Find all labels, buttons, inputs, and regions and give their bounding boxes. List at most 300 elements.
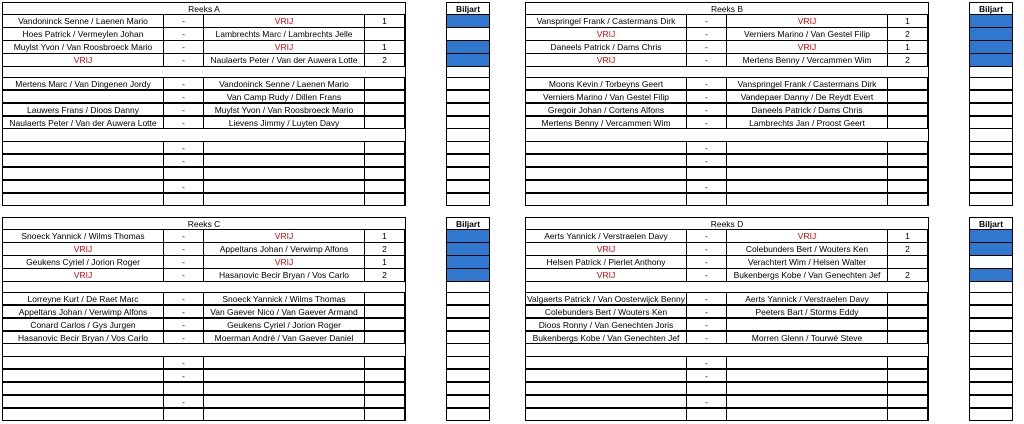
match-row bbox=[2, 318, 492, 331]
round-number bbox=[365, 90, 405, 103]
separator: - bbox=[687, 141, 726, 154]
biljart-cell[interactable] bbox=[969, 382, 1013, 395]
round-number: 1 bbox=[888, 15, 928, 28]
series-block bbox=[2, 2, 492, 209]
biljart-cell[interactable] bbox=[446, 54, 490, 67]
home-pair: Naulaerts Peter / Van der Auwera Lotte bbox=[2, 116, 164, 129]
match-row bbox=[2, 292, 492, 305]
home-pair bbox=[525, 180, 687, 193]
separator: - bbox=[687, 243, 726, 256]
biljart-cell[interactable] bbox=[446, 356, 490, 369]
separator: - bbox=[164, 103, 203, 116]
series-block bbox=[525, 217, 1015, 424]
round-number bbox=[365, 167, 405, 180]
home-pair bbox=[2, 154, 164, 167]
biljart-cell[interactable] bbox=[969, 243, 1013, 256]
home-pair: Hoes Patrick / Vermeylen Johan bbox=[2, 28, 164, 41]
frame-left bbox=[525, 230, 526, 421]
biljart-cell[interactable] bbox=[446, 41, 490, 54]
frame-bottom bbox=[525, 420, 929, 421]
home-pair: Geukens Cyriel / Jorion Roger bbox=[2, 256, 164, 269]
separator: - bbox=[687, 256, 726, 269]
series-title: Reeks C bbox=[2, 217, 406, 230]
biljart-cell[interactable] bbox=[969, 269, 1013, 282]
match-row bbox=[2, 256, 492, 269]
away-pair: VRIJ bbox=[203, 15, 365, 28]
match-row bbox=[2, 116, 492, 129]
round-number bbox=[888, 382, 928, 395]
separator: - bbox=[687, 77, 726, 90]
biljart-frame-right bbox=[1012, 15, 1013, 206]
home-pair bbox=[525, 395, 687, 408]
away-pair: Colebunders Bert / Wouters Ken bbox=[726, 243, 888, 256]
match-row bbox=[2, 54, 492, 67]
separator: - bbox=[687, 269, 726, 282]
separator: - bbox=[164, 331, 203, 344]
round-number: 2 bbox=[888, 243, 928, 256]
home-pair bbox=[2, 180, 164, 193]
round-number bbox=[365, 28, 405, 41]
separator: - bbox=[687, 292, 726, 305]
away-pair: Geukens Cyriel / Jorion Roger bbox=[203, 318, 365, 331]
home-pair: Moons Kevin / Torbeyns Geert bbox=[525, 77, 687, 90]
match-row bbox=[525, 15, 1015, 28]
biljart-cell[interactable] bbox=[446, 382, 490, 395]
series-title: Reeks B bbox=[525, 2, 929, 15]
separator: - bbox=[164, 54, 203, 67]
biljart-cell[interactable] bbox=[446, 395, 490, 408]
round-number: 2 bbox=[888, 28, 928, 41]
home-pair: VRIJ bbox=[2, 269, 164, 282]
home-pair: Mertens Benny / Vercammen Wim bbox=[525, 116, 687, 129]
biljart-cell[interactable] bbox=[446, 256, 490, 269]
biljart-header: Biljart bbox=[969, 2, 1013, 15]
away-pair: Vandepaer Danny / De Reydt Evert bbox=[726, 90, 888, 103]
biljart-cell[interactable] bbox=[969, 167, 1013, 180]
away-pair bbox=[726, 167, 888, 180]
round-number bbox=[888, 77, 928, 90]
away-pair bbox=[203, 382, 365, 395]
away-pair bbox=[203, 356, 365, 369]
away-pair bbox=[726, 356, 888, 369]
round-number: 1 bbox=[888, 230, 928, 243]
away-pair: Hasanovic Becir Bryan / Vos Carlo bbox=[203, 269, 365, 282]
separator: - bbox=[164, 230, 203, 243]
away-pair: VRIJ bbox=[203, 230, 365, 243]
round-number bbox=[365, 318, 405, 331]
away-pair: Daneels Patrick / Dams Chris bbox=[726, 103, 888, 116]
away-pair bbox=[203, 154, 365, 167]
home-pair: Lauwers Frans / Dioos Danny bbox=[2, 103, 164, 116]
frame-bottom bbox=[525, 205, 929, 206]
separator: - bbox=[687, 54, 726, 67]
frame-left bbox=[2, 15, 3, 206]
separator: - bbox=[164, 305, 203, 318]
biljart-cell[interactable] bbox=[446, 167, 490, 180]
round-number bbox=[888, 256, 928, 269]
biljart-cell[interactable] bbox=[969, 116, 1013, 129]
biljart-cell[interactable] bbox=[969, 141, 1013, 154]
biljart-frame-bottom bbox=[969, 205, 1013, 206]
home-pair: Aerts Yannick / Verstraelen Davy bbox=[525, 230, 687, 243]
separator: - bbox=[687, 28, 726, 41]
away-pair: Snoeck Yannick / Wilms Thomas bbox=[203, 292, 365, 305]
biljart-cell[interactable] bbox=[969, 305, 1013, 318]
round-number bbox=[888, 180, 928, 193]
round-number: 2 bbox=[365, 54, 405, 67]
home-pair: Mertens Marc / Van Dingenen Jordy bbox=[2, 77, 164, 90]
separator: - bbox=[687, 369, 726, 382]
separator: - bbox=[687, 180, 726, 193]
match-row bbox=[2, 15, 492, 28]
home-pair bbox=[2, 356, 164, 369]
biljart-cell[interactable] bbox=[446, 154, 490, 167]
empty-row bbox=[525, 167, 1015, 180]
home-pair bbox=[525, 356, 687, 369]
biljart-cell[interactable] bbox=[969, 256, 1013, 269]
home-pair bbox=[2, 382, 164, 395]
away-pair: Verachtert Wim / Helsen Walter bbox=[726, 256, 888, 269]
away-pair bbox=[203, 167, 365, 180]
biljart-cell[interactable] bbox=[446, 77, 490, 90]
biljart-cell[interactable] bbox=[969, 180, 1013, 193]
separator: - bbox=[164, 395, 203, 408]
biljart-cell[interactable] bbox=[446, 28, 490, 41]
match-row bbox=[2, 28, 492, 41]
frame-bottom bbox=[2, 205, 406, 206]
match-row bbox=[525, 331, 1015, 344]
round-number bbox=[365, 292, 405, 305]
separator: - bbox=[687, 41, 726, 54]
home-pair: Snoeck Yannick / Wilms Thomas bbox=[2, 230, 164, 243]
home-pair bbox=[2, 167, 164, 180]
empty-row bbox=[525, 369, 1015, 382]
home-pair: Daneels Patrick / Dams Chris bbox=[525, 41, 687, 54]
series-block bbox=[2, 217, 492, 424]
round-number bbox=[888, 395, 928, 408]
match-row bbox=[2, 243, 492, 256]
away-pair: VRIJ bbox=[726, 15, 888, 28]
biljart-frame-bottom bbox=[446, 420, 490, 421]
round-number bbox=[365, 356, 405, 369]
away-pair: Vandoninck Senne / Laenen Mario bbox=[203, 77, 365, 90]
separator: - bbox=[687, 305, 726, 318]
round-number bbox=[888, 116, 928, 129]
round-number: 1 bbox=[365, 230, 405, 243]
round-number bbox=[365, 103, 405, 116]
home-pair: VRIJ bbox=[525, 243, 687, 256]
biljart-cell[interactable] bbox=[969, 103, 1013, 116]
frame-right bbox=[405, 230, 406, 421]
home-pair bbox=[2, 90, 164, 103]
away-pair: Appeltans Johan / Verwimp Alfons bbox=[203, 243, 365, 256]
biljart-cell[interactable] bbox=[446, 269, 490, 282]
home-pair bbox=[525, 167, 687, 180]
frame-left bbox=[2, 230, 3, 421]
home-pair bbox=[525, 141, 687, 154]
match-row bbox=[525, 256, 1015, 269]
round-number bbox=[888, 369, 928, 382]
empty-row bbox=[525, 382, 1015, 395]
away-pair: Van Gaever Nico / Van Gaever Armand bbox=[203, 305, 365, 318]
away-pair: Moerman André / Van Gaever Daniel bbox=[203, 331, 365, 344]
round-number bbox=[365, 305, 405, 318]
home-pair: Appeltans Johan / Verwimp Alfons bbox=[2, 305, 164, 318]
home-pair: Lorreyne Kurt / De Raet Marc bbox=[2, 292, 164, 305]
match-row bbox=[525, 305, 1015, 318]
round-number bbox=[888, 103, 928, 116]
biljart-cell[interactable] bbox=[969, 230, 1013, 243]
round-number bbox=[365, 369, 405, 382]
match-row bbox=[525, 230, 1015, 243]
home-pair: VRIJ bbox=[525, 269, 687, 282]
round-number bbox=[888, 167, 928, 180]
home-pair: Verniers Marino / Van Gestel Filip bbox=[525, 90, 687, 103]
empty-row bbox=[2, 167, 492, 180]
home-pair bbox=[525, 154, 687, 167]
separator: - bbox=[164, 292, 203, 305]
biljart-cell[interactable] bbox=[446, 369, 490, 382]
biljart-cell[interactable] bbox=[969, 154, 1013, 167]
away-pair bbox=[726, 141, 888, 154]
biljart-cell[interactable] bbox=[969, 41, 1013, 54]
home-pair bbox=[2, 141, 164, 154]
match-row bbox=[2, 41, 492, 54]
round-number bbox=[888, 141, 928, 154]
biljart-cell[interactable] bbox=[446, 116, 490, 129]
separator: - bbox=[164, 41, 203, 54]
home-pair bbox=[2, 369, 164, 382]
round-number: 2 bbox=[365, 269, 405, 282]
separator: - bbox=[687, 230, 726, 243]
biljart-cell[interactable] bbox=[969, 369, 1013, 382]
separator bbox=[687, 167, 726, 180]
frame-right bbox=[928, 15, 929, 206]
separator: - bbox=[687, 356, 726, 369]
separator: - bbox=[164, 141, 203, 154]
home-pair: VRIJ bbox=[2, 54, 164, 67]
match-row bbox=[525, 41, 1015, 54]
away-pair bbox=[203, 141, 365, 154]
biljart-cell[interactable] bbox=[446, 292, 490, 305]
biljart-cell[interactable] bbox=[446, 15, 490, 28]
separator: - bbox=[164, 28, 203, 41]
round-number: 1 bbox=[365, 256, 405, 269]
home-pair: Hasanovic Becir Bryan / Vos Carlo bbox=[2, 331, 164, 344]
home-pair: Colebunders Bert / Wouters Ken bbox=[525, 305, 687, 318]
biljart-cell[interactable] bbox=[969, 15, 1013, 28]
round-number: 2 bbox=[365, 243, 405, 256]
biljart-frame-left bbox=[969, 15, 970, 206]
biljart-header: Biljart bbox=[446, 2, 490, 15]
match-row bbox=[525, 292, 1015, 305]
away-pair bbox=[203, 180, 365, 193]
separator: - bbox=[687, 103, 726, 116]
match-row bbox=[2, 103, 492, 116]
separator bbox=[687, 382, 726, 395]
away-pair bbox=[726, 369, 888, 382]
home-pair: Conard Carlos / Gys Jurgen bbox=[2, 318, 164, 331]
away-pair: Peeters Bart / Storms Eddy bbox=[726, 305, 888, 318]
biljart-cell[interactable] bbox=[969, 318, 1013, 331]
separator: - bbox=[164, 356, 203, 369]
home-pair: Dioos Ronny / Van Genechten Joris bbox=[525, 318, 687, 331]
round-number: 1 bbox=[888, 41, 928, 54]
empty-row bbox=[2, 141, 492, 154]
away-pair: Lambrechts Marc / Lambrechts Jelle bbox=[203, 28, 365, 41]
round-number bbox=[888, 90, 928, 103]
separator bbox=[164, 382, 203, 395]
separator: - bbox=[687, 15, 726, 28]
round-number bbox=[365, 77, 405, 90]
separator: - bbox=[164, 269, 203, 282]
home-pair: Gregoir Johan / Cortens Alfons bbox=[525, 103, 687, 116]
separator: - bbox=[164, 116, 203, 129]
frame-right bbox=[928, 230, 929, 421]
biljart-frame-bottom bbox=[446, 205, 490, 206]
biljart-cell[interactable] bbox=[446, 305, 490, 318]
round-number bbox=[365, 382, 405, 395]
separator: - bbox=[164, 180, 203, 193]
match-row bbox=[525, 54, 1015, 67]
away-pair: Muylst Yvon / Van Roosbroeck Mario bbox=[203, 103, 365, 116]
match-row bbox=[525, 116, 1015, 129]
away-pair bbox=[726, 318, 888, 331]
away-pair bbox=[726, 154, 888, 167]
biljart-cell[interactable] bbox=[446, 318, 490, 331]
biljart-frame-left bbox=[446, 230, 447, 421]
separator: - bbox=[164, 154, 203, 167]
biljart-cell[interactable] bbox=[446, 141, 490, 154]
away-pair: VRIJ bbox=[203, 256, 365, 269]
biljart-frame-right bbox=[1012, 230, 1013, 421]
biljart-cell[interactable] bbox=[969, 395, 1013, 408]
separator: - bbox=[687, 154, 726, 167]
round-number bbox=[888, 305, 928, 318]
match-row bbox=[525, 90, 1015, 103]
away-pair bbox=[726, 382, 888, 395]
biljart-cell[interactable] bbox=[446, 243, 490, 256]
round-number bbox=[888, 318, 928, 331]
biljart-frame-left bbox=[446, 15, 447, 206]
empty-row bbox=[2, 382, 492, 395]
away-pair: Aerts Yannick / Verstraelen Davy bbox=[726, 292, 888, 305]
biljart-cell[interactable] bbox=[446, 90, 490, 103]
home-pair bbox=[525, 382, 687, 395]
biljart-cell[interactable] bbox=[446, 103, 490, 116]
empty-row bbox=[2, 154, 492, 167]
round-number bbox=[888, 154, 928, 167]
empty-row bbox=[2, 369, 492, 382]
separator: - bbox=[687, 318, 726, 331]
empty-row bbox=[525, 141, 1015, 154]
series-block bbox=[525, 2, 1015, 209]
biljart-cell[interactable] bbox=[969, 54, 1013, 67]
away-pair: Bukenbergs Kobe / Van Genechten Jef bbox=[726, 269, 888, 282]
frame-left bbox=[525, 15, 526, 206]
biljart-frame-right bbox=[489, 230, 490, 421]
separator: - bbox=[687, 90, 726, 103]
away-pair: Morren Glenn / Tourwé Steve bbox=[726, 331, 888, 344]
separator: - bbox=[164, 77, 203, 90]
biljart-cell[interactable] bbox=[969, 90, 1013, 103]
separator: - bbox=[687, 116, 726, 129]
round-number bbox=[888, 292, 928, 305]
away-pair: Lambrechts Jan / Proost Geert bbox=[726, 116, 888, 129]
biljart-cell[interactable] bbox=[969, 356, 1013, 369]
home-pair: Valgaerts Patrick / Van Oosterwijck Benny bbox=[525, 292, 687, 305]
match-row bbox=[2, 331, 492, 344]
away-pair: Naulaerts Peter / Van der Auwera Lotte bbox=[203, 54, 365, 67]
biljart-cell[interactable] bbox=[969, 77, 1013, 90]
round-number: 1 bbox=[365, 41, 405, 54]
round-number: 1 bbox=[365, 15, 405, 28]
biljart-cell[interactable] bbox=[969, 292, 1013, 305]
separator: - bbox=[164, 318, 203, 331]
away-pair: Verniers Marino / Van Gestel Filip bbox=[726, 28, 888, 41]
match-row bbox=[2, 90, 492, 103]
separator: - bbox=[164, 15, 203, 28]
match-row bbox=[2, 230, 492, 243]
round-number: 2 bbox=[888, 269, 928, 282]
separator: - bbox=[164, 256, 203, 269]
biljart-header: Biljart bbox=[969, 217, 1013, 230]
round-number bbox=[365, 180, 405, 193]
round-number bbox=[888, 331, 928, 344]
home-pair: VRIJ bbox=[525, 28, 687, 41]
biljart-cell[interactable] bbox=[446, 331, 490, 344]
biljart-header: Biljart bbox=[446, 217, 490, 230]
round-number bbox=[365, 116, 405, 129]
biljart-frame-left bbox=[969, 230, 970, 421]
empty-row bbox=[2, 180, 492, 193]
separator: - bbox=[687, 331, 726, 344]
match-row bbox=[2, 269, 492, 282]
home-pair: Vanspringel Frank / Castermans Dirk bbox=[525, 15, 687, 28]
away-pair: Mertens Benny / Vercammen Wim bbox=[726, 54, 888, 67]
series-title: Reeks A bbox=[2, 2, 406, 15]
home-pair: VRIJ bbox=[525, 54, 687, 67]
frame-right bbox=[405, 15, 406, 206]
home-pair: Vandoninck Senne / Laenen Mario bbox=[2, 15, 164, 28]
away-pair: Vanspringel Frank / Castermans Dirk bbox=[726, 77, 888, 90]
away-pair bbox=[203, 369, 365, 382]
series-title: Reeks D bbox=[525, 217, 929, 230]
round-number bbox=[888, 356, 928, 369]
biljart-cell[interactable] bbox=[446, 230, 490, 243]
biljart-cell[interactable] bbox=[969, 331, 1013, 344]
frame-bottom bbox=[2, 420, 406, 421]
round-number bbox=[365, 395, 405, 408]
away-pair: Lievens Jimmy / Luyten Davy bbox=[203, 116, 365, 129]
home-pair: Helsen Patrick / Pierlet Anthony bbox=[525, 256, 687, 269]
biljart-cell[interactable] bbox=[446, 180, 490, 193]
away-pair bbox=[726, 395, 888, 408]
home-pair: VRIJ bbox=[2, 243, 164, 256]
empty-row bbox=[525, 395, 1015, 408]
empty-row bbox=[525, 356, 1015, 369]
round-number bbox=[365, 331, 405, 344]
empty-row bbox=[2, 395, 492, 408]
separator: - bbox=[164, 90, 203, 103]
home-pair bbox=[2, 395, 164, 408]
biljart-cell[interactable] bbox=[969, 28, 1013, 41]
match-row bbox=[525, 103, 1015, 116]
separator bbox=[164, 167, 203, 180]
round-number bbox=[365, 141, 405, 154]
round-number bbox=[365, 154, 405, 167]
match-row bbox=[525, 318, 1015, 331]
